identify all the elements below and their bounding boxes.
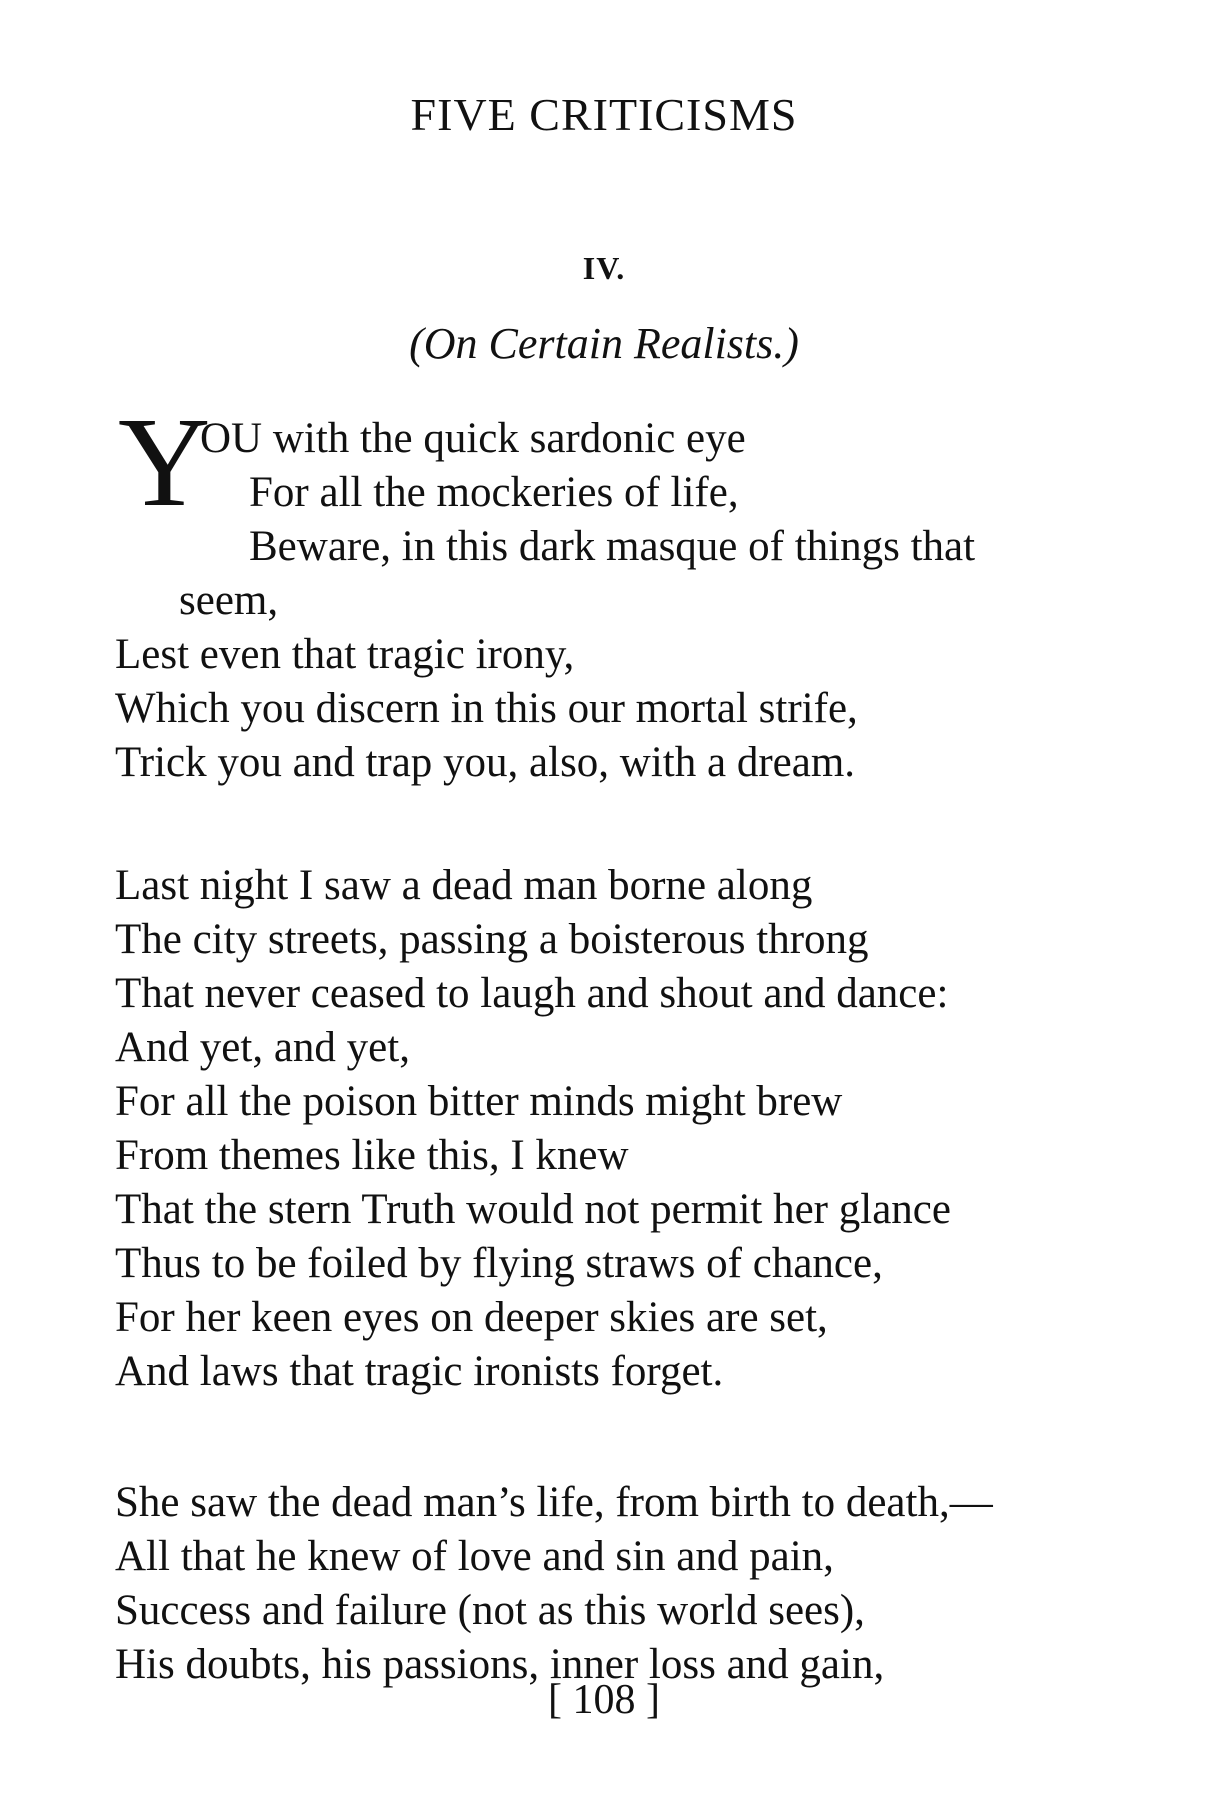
poem-line: And laws that tragic ironists forget.: [115, 1348, 724, 1395]
poem-line: His doubts, his passions, inner loss and gain,: [115, 1641, 885, 1688]
stanza-3: [115, 1476, 1115, 1692]
poem-line: She saw the dead man’s life, from birth to death,—: [115, 1479, 993, 1526]
running-title: FIVE CRITICISMS: [410, 89, 798, 140]
stanza-2: [115, 859, 1115, 1399]
drop-cap: Y: [118, 391, 211, 533]
poem-line: And yet, and yet,: [115, 1024, 410, 1071]
poem-line: From themes like this, I knew: [115, 1132, 629, 1179]
poem-line: Thus to be foiled by flying straws of chance,: [115, 1240, 883, 1287]
poem-line: seem,: [179, 577, 279, 624]
poem-line: That the stern Truth would not permit her glance: [115, 1186, 951, 1233]
poem-line: For all the poison bitter minds might brew: [115, 1078, 843, 1125]
poem-line: Success and failure (not as this world sees),: [115, 1587, 865, 1634]
poem-line: Beware, in this dark masque of things that: [249, 523, 976, 570]
poem-line: Lest even that tragic irony,: [115, 631, 575, 678]
poem-line: The city streets, passing a boisterous throng: [115, 916, 869, 963]
page-number: [ 108 ]: [548, 1677, 660, 1723]
poem-line: That never ceased to laugh and shout and dance:: [115, 970, 949, 1017]
poem-line: Trick you and trap you, also, with a dream.: [115, 739, 856, 786]
poem-line: OU with the quick sardonic eye: [200, 415, 746, 462]
poem-line: Last night I saw a dead man borne along: [115, 862, 813, 909]
poem-line: For all the mockeries of life,: [249, 469, 739, 516]
poem-line: All that he knew of love and sin and pain,: [115, 1533, 834, 1580]
poem-line: For her keen eyes on deeper skies are set,: [115, 1294, 828, 1341]
section-number: IV.: [582, 250, 626, 286]
stanza-1: [115, 412, 1115, 790]
poem-line: Which you discern in this our mortal strife,: [115, 685, 858, 732]
poem-subtitle: (On Certain Realists.): [409, 319, 799, 368]
